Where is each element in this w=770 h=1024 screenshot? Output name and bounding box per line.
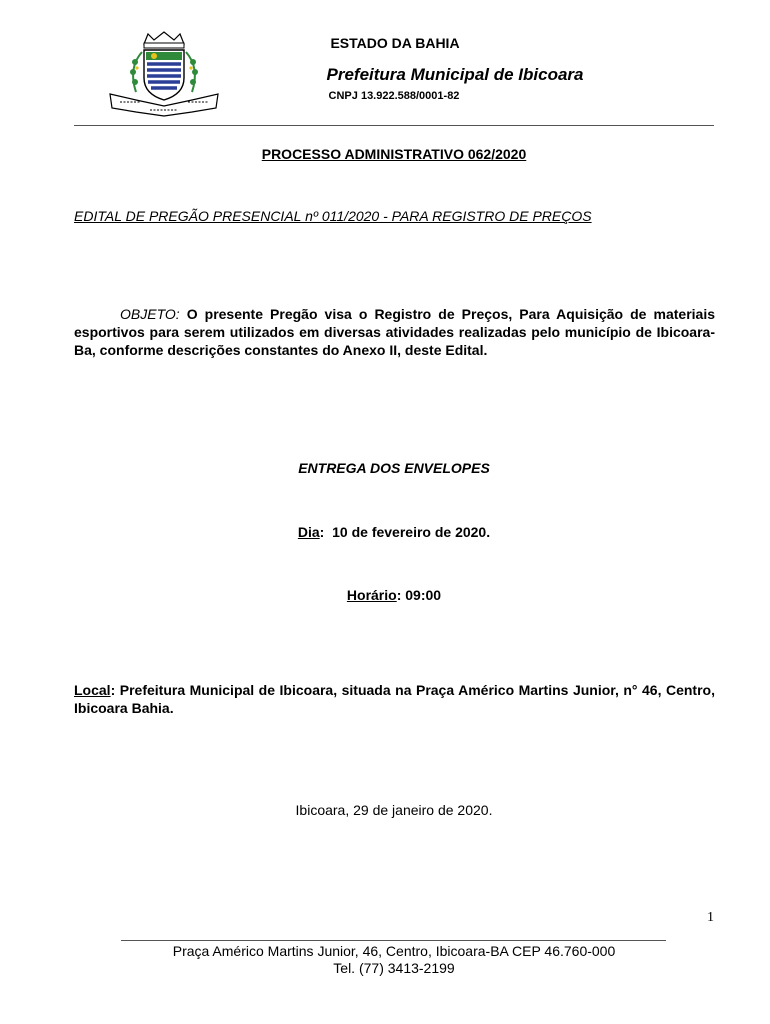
local-label: Local — [74, 682, 111, 698]
local-paragraph: Local: Prefeitura Municipal de Ibicoara, situada na Praça Américo Martins Junior, n° 46, Centro, Ibicoara Bahia. — [74, 682, 715, 716]
horario-line: Horário: 09:00 — [346, 587, 442, 603]
horario-label: Horário — [346, 587, 397, 603]
horario-value: 09:00 — [405, 587, 442, 603]
dia-line: Dia: 10 de fevereiro de 2020. — [297, 524, 491, 540]
entrega-heading: ENTREGA DOS ENVELOPES — [298, 460, 490, 476]
dia-value: 10 de fevereiro de 2020. — [332, 524, 491, 540]
objeto-text: O presente Pregão visa o Registro de Preços, Para Aquisição de materiais esportivos para serem utilizados em diversas atividades realizadas pelo município de Ibicoara- Ba, conforme descrições constantes do Anexo II, deste Edital. — [74, 306, 715, 358]
objeto-label: OBJETO: — [120, 306, 180, 322]
objeto-paragraph — [74, 305, 715, 359]
footer-phone: Tel. (77) 3413-2199 — [333, 960, 455, 976]
footer-divider — [121, 940, 666, 941]
document-date: Ibicoara, 29 de janeiro de 2020. — [295, 802, 493, 818]
page-number: 1 — [707, 910, 714, 925]
local-value: Prefeitura Municipal de Ibicoara, situada na Praça Américo Martins Junior, n° 46, Centro, Ibicoara Bahia. — [74, 682, 715, 716]
dia-label: Dia — [297, 524, 320, 540]
footer — [74, 943, 714, 977]
cnpj: CNPJ 13.922.588/0001-82 — [328, 90, 460, 102]
processo-title: PROCESSO ADMINISTRATIVO 062/2020 — [261, 146, 527, 162]
footer-address: Praça Américo Martins Junior, 46, Centro, Ibicoara-BA CEP 46.760-000 — [172, 943, 616, 959]
state-name: ESTADO DA BAHIA — [330, 35, 460, 51]
header-divider — [74, 125, 714, 126]
edital-title: EDITAL DE PREGÃO PRESENCIAL nº 011/2020 - PARA REGISTRO DE PREÇOS — [74, 208, 592, 224]
prefeitura-title: Prefeitura Municipal de Ibicoara — [326, 65, 584, 84]
